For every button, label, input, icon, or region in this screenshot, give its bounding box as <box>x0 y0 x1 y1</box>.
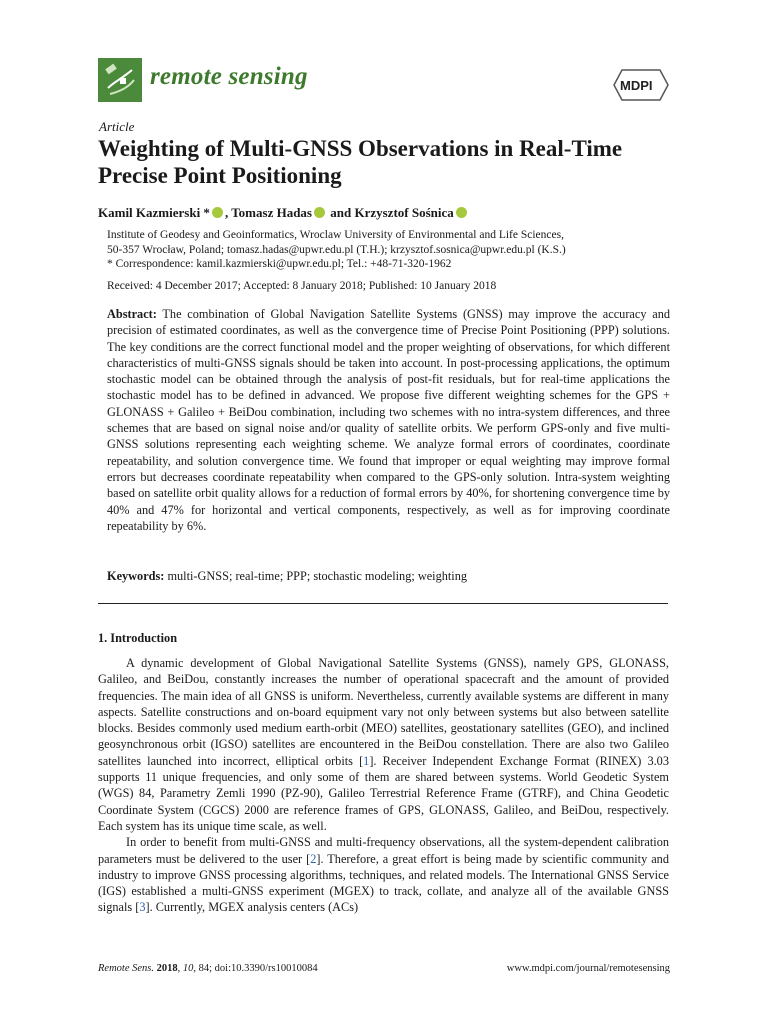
citation-link[interactable]: 2 <box>310 851 317 866</box>
affiliation-line: Institute of Geodesy and Geoinformatics, Wroclaw University of Environmental and Life Sciences, <box>107 229 564 241</box>
section-body <box>98 655 669 916</box>
abstract <box>107 306 670 534</box>
orcid-icon[interactable] <box>456 207 467 218</box>
footer-citation: Remote Sens. 2018, 10, 84; doi:10.3390/rs10010084 <box>98 963 318 974</box>
correspondence: * Correspondence: kamil.kazmierski@upwr.edu.pl; Tel.: +48-71-320-1962 <box>107 258 452 270</box>
author-list <box>98 205 469 221</box>
abstract-text: The combination of Global Navigation Satellite Systems (GNSS) may improve the accuracy and precision of estimated coordinates, as well as the convergence time of Precise Point Positioning (PPP) solutions. The key conditions are the correct functional model and the proper weighting of observations, for which different characteristics of multi-GNSS signals should be taken into account. In post-processing applications, the optimum stochastic model can be obtained through the analysis of post-fit residuals, but for real-time applications the stochastic model has to be defined in advanced. We propose five different weighting schemes for the GPS + GLONASS + Galileo + BeiDou combination, including two schemes with no intra-system differences, and three schemes that are based on signal noise and/or quality of satellite orbits. We perform GPS-only and five multi-GNSS solutions representing each weighting scheme. We analyze formal errors of coordinates, coordinate repeatability, and solution convergence time. We found that improper or equal weighting may improve formal errors but decreases coordinate repeatability when compared to the GPS-only solution. Intra-system weighting based on satellite orbit quality allows for a reduction of formal errors by 40%, for shortening convergence time by 40% and 47% for horizontal and vertical components, respectively, as well as for improving coordinate repeatability by 6%. <box>107 307 670 533</box>
article-title: Weighting of Multi-GNSS Observations in Real-Time Precise Point Positioning <box>98 136 623 188</box>
citation-link[interactable]: 1 <box>363 753 370 768</box>
abstract-label: Abstract: <box>107 307 157 321</box>
section-heading: 1. Introduction <box>98 631 178 645</box>
affiliation <box>107 228 677 258</box>
author-3: and Krzysztof Sośnica <box>327 205 454 220</box>
journal-logo-icon <box>98 58 142 102</box>
orcid-icon[interactable] <box>314 207 325 218</box>
keywords-text: multi-GNSS; real-time; PPP; stochastic modeling; weighting <box>167 569 468 583</box>
paragraph: A dynamic development of Global Navigational Satellite Systems (GNSS), namely GPS, GLONASS, Galileo, and BeiDou, constantly increases the number of operational spacecraft and the amount of provided frequencies. The main idea of all GNSS is uniform. Nevertheless, currently available systems are different in many aspects. Satellite constructions and on-board equipment vary not only between systems but also between satellite blocks. Besides commonly used medium earth-orbit (MEO) satellites, geostationary satellites (GEO), and inclined geosynchronous orbit (IGSO) satellites are encountered in the BeiDou constellation. There are also two Galileo satellites launched into incorrect, elliptical orbits [1]. Receiver Independent Exchange Format (RINEX) 3.03 supports 11 unique frequencies, and only some of them are shared between systems. World Geodetic System (WGS) 84, Parametry Zemli 1990 (PZ-90), Galileo Terrestrial Reference Frame (GTRF), and China Geodetic Coordinate System (CGCS) 2000 are reference frames of GPS, GLONASS, Galileo, and BeiDou, respectively. Each system has its unique time scale, as well. <box>98 656 669 833</box>
publication-dates: Received: 4 December 2017; Accepted: 8 January 2018; Published: 10 January 2018 <box>107 280 497 292</box>
keywords-label: Keywords: <box>107 569 165 583</box>
author-2: , Tomasz Hadas <box>224 205 312 220</box>
journal-name: remote sensing <box>150 63 308 90</box>
footer-url[interactable]: www.mdpi.com/journal/remotesensing <box>506 963 670 974</box>
satellite-icon <box>98 58 142 102</box>
publisher-name: MDPI <box>620 78 653 93</box>
affiliation-line: 50-357 Wrocław, Poland; tomasz.hadas@upwr.edu.pl (T.H.); krzysztof.sosnica@upwr.edu.pl (K.S.) <box>107 244 566 256</box>
author-1: Kamil Kazmierski * <box>98 205 210 220</box>
keywords <box>107 569 467 584</box>
paragraph: In order to benefit from multi-GNSS and multi-frequency observations, all the system-dependent calibration parameters must be delivered to the user [2]. Therefore, a great effort is being made by scientific community and industry to improve GNSS processing algorithms, techniques, and related models. The International GNSS Service (IGS) established a multi-GNSS experiment (MGEX) to track, collate, and analyze all of the available GNSS signals [3]. Currently, MGEX analysis centers (ACs) <box>98 835 669 915</box>
citation-link[interactable]: 3 <box>139 900 146 915</box>
orcid-icon[interactable] <box>212 207 223 218</box>
article-type: Article <box>99 119 135 134</box>
section-divider <box>98 603 668 604</box>
